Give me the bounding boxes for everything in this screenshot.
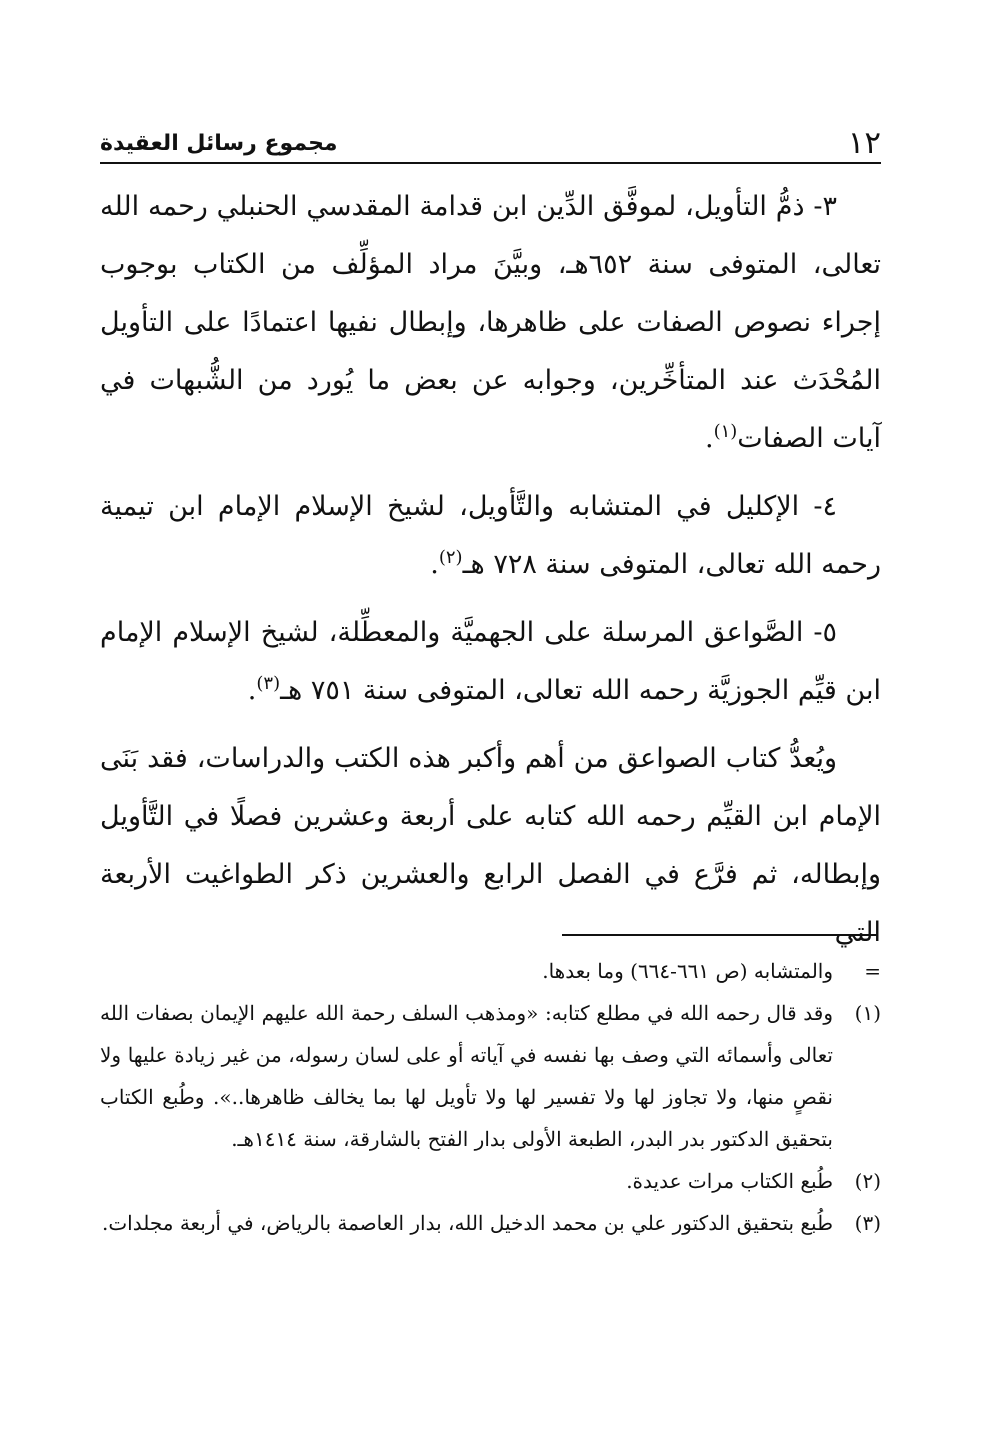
paragraph-end: . [704, 423, 714, 454]
footnote-text: وقد قال رحمه الله في مطلع كتابه: «ومذهب السلف رحمة الله عليهم الإيمان بصفات الله تعالى وأسمائه التي وصف بها نفسه في آياته أو على لسان رسوله، من غير زيادة عليها ولا نقصٍ منها، ولا تجاوز لها ولا تفسير لها ولا تأويل لها بما يخالف ظاهرها..». وطُبع الكتاب بتحقيق الدكتور بدر البدر، الطبعة الأولى بدار الفتح بالشارقة، سنة ١٤١٤هـ. [100, 1001, 834, 1151]
footnote-mark: (١) [854, 1001, 881, 1025]
footnote-reference: (٣) [256, 673, 281, 694]
paragraph-text: ٣- ذمُّ التأويل، لموفَّق الدِّين ابن قدامة المقدسي الحنبلي رحمه الله تعالى، المتوفى سنة ٦٥٢هـ، وبيَّنَ مراد المؤلِّف من الكتاب بوجوب إجراء نصوص الصفات على ظاهرها، وإبطال نفيها اعتمادًا على التأويل المُحْدَث عند المتأخِّرين، وجوابه عن بعض ما يُورد من الشُّبهات في آيات الصفات [100, 191, 881, 454]
footnote-reference: (٢) [438, 547, 463, 568]
paragraph-end: . [247, 675, 257, 706]
paragraph-end: . [430, 549, 439, 580]
footnote-mark: (٢) [854, 1169, 881, 1193]
running-title: مجموع رسائل العقيدة [100, 130, 338, 156]
paragraph-text: ويُعدُّ كتاب الصواعق من أهم وأكبر هذه الكتب والدراسات، فقد بَنَى الإمام ابن القيِّم رحمه الله كتابه على أربعة وعشرين فصلًا في التَّأويل وإبطاله، ثم فرَّع في الفصل الرابع والعشرين ذكر الطواغيت الأربعة التي [100, 743, 881, 948]
footnote-mark: = [864, 959, 881, 983]
footnote-mark: (٣) [854, 1211, 881, 1235]
footnotes [100, 950, 881, 1244]
page-header [100, 125, 881, 164]
footnote-text: طُبع بتحقيق الدكتور علي بن محمد الدخيل الله، بدار العاصمة بالرياض، في أربعة مجلدات. [101, 1211, 833, 1235]
paragraph-item-5 [100, 604, 881, 720]
paragraph-item-3 [100, 178, 881, 468]
footnote-text: والمتشابه (ص ٦٦١-٦٦٤) وما بعدها. [542, 959, 833, 983]
paragraph-text: ٤- الإكليل في المتشابه والتَّأويل، لشيخ الإسلام الإمام ابن تيمية رحمه الله تعالى، المتوفى سنة ٧٢٨ هـ [100, 491, 881, 580]
paragraph-text: ٥- الصَّواعق المرسلة على الجهميَّة والمعطِّلة، لشيخ الإسلام الإمام ابن قيِّم الجوزيَّة رحمه الله تعالى، المتوفى سنة ٧٥١ هـ [100, 617, 881, 706]
page-number: ١٢ [847, 125, 881, 161]
paragraph-sawaiq [100, 730, 881, 962]
footnote-reference: (١) [713, 421, 738, 442]
paragraph-item-4 [100, 478, 881, 594]
footnote-continuation [100, 950, 881, 992]
main-text [100, 178, 881, 962]
footnote-text: طُبع الكتاب مرات عديدة. [626, 1169, 833, 1193]
footnote-1 [100, 992, 881, 1160]
footnote-2 [100, 1160, 881, 1202]
footnote-separator [562, 934, 877, 936]
footnote-3 [100, 1202, 881, 1244]
